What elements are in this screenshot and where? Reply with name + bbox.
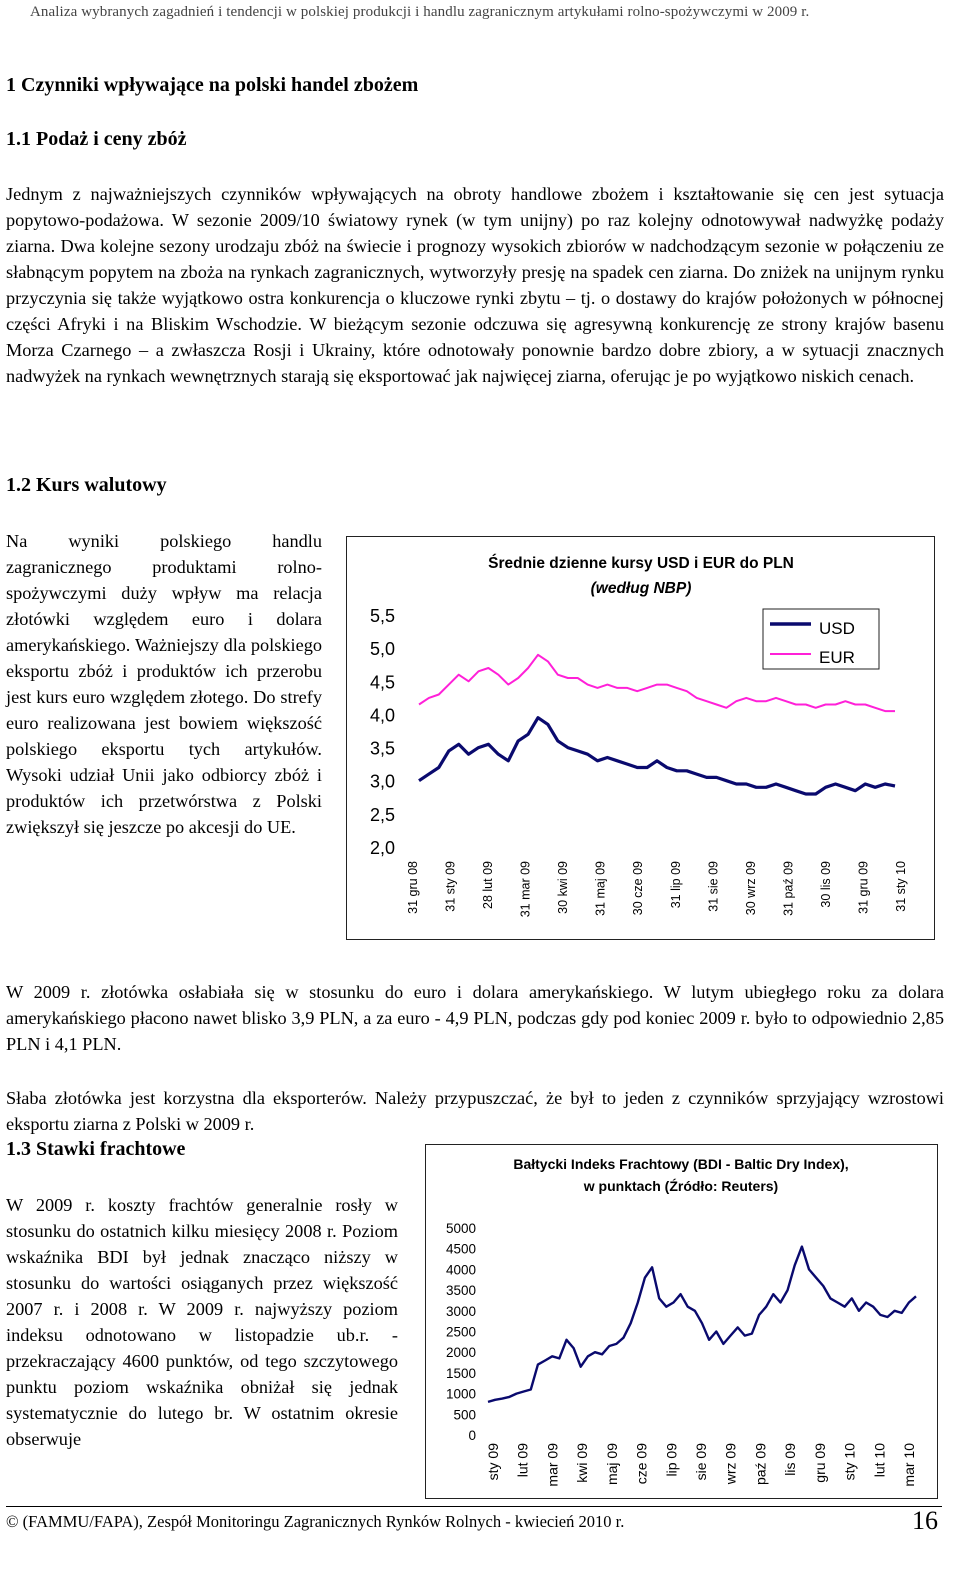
paragraph-weak-zloty: Słaba złotówka jest korzystna dla eksporterów. Należy przypuszczać, że był to jeden z czynników sprzyjający wzrostowi eksportu ziarna z Polski w 2009 r. <box>6 1088 944 1134</box>
chart1-x-tick: 30 kwi 09 <box>556 861 571 914</box>
footer-rule <box>6 1506 942 1507</box>
paragraph-zloty-weakening: W 2009 r. złotówka osłabiała się w stosunku do euro i dolara amerykańskiego. W lutym ubiegłego roku za dolara amerykańskiego płacono nawet blisko 3,9 PLN, a za euro - 4,9 PLN, podczas gdy pod koniec 2009 r. było to odpowiednio 2,85 PLN i 4,1 PLN. <box>6 982 944 1054</box>
chart2-x-tick: lip 09 <box>663 1443 680 1477</box>
section-heading-1: 1 Czynniki wpływające na polski handel zbożem <box>6 74 419 96</box>
chart2-y-tick: 3500 <box>445 1283 476 1299</box>
chart2-y-tick: 500 <box>453 1407 476 1423</box>
chart1-y-tick: 5,5 <box>369 606 395 626</box>
chart1-x-tick: 31 gru 08 <box>406 861 420 914</box>
paragraph-freight: W 2009 r. koszty frachtów generalnie rosły w stosunku do ostatnich kilku miesięcy 2008 r. Poziom wskaźnika BDI był jednak znacząco niższy w stosunku do wartości osiąganych przez większość 2007 r. i 2008 r. W 2009 r. najwyższy poziom indeksu odnotowano w listopadzie ub.r. - przekraczający 4600 punktów, od tego szczytowego punktu poziom wskaźnika obniżał się jednak systematycznie do lutego br. W ostatnim okresie obserwuje <box>6 1195 398 1449</box>
chart1-subtitle: (według NBP) <box>590 580 692 597</box>
chart2-x-tick: wrz 09 <box>722 1443 739 1485</box>
chart2-series-bdi <box>488 1247 916 1402</box>
running-header: Analiza wybranych zagadnień i tendencji w polskiej produkcji i handlu zagranicznym artykułami rolno-spożywczymi w 2009 r. <box>30 4 810 20</box>
chart1-y-tick: 3,0 <box>369 771 395 792</box>
chart1-x-tick: 30 cze 09 <box>631 861 646 916</box>
chart2-title: Bałtycki Indeks Frachtowy (BDI - Baltic Dry Index), <box>513 1156 849 1172</box>
legend-eur-label: EUR <box>819 648 855 667</box>
bdi-chart <box>425 1144 938 1499</box>
footer-text: © (FAMMU/FAPA), Zespół Monitoringu Zagranicznych Rynków Rolnych - kwiecień 2010 r. <box>6 1512 625 1531</box>
chart1-x-tick: 31 maj 09 <box>593 861 608 916</box>
chart2-x-tick: sie 09 <box>693 1443 709 1481</box>
chart2-x-tick: lut 09 <box>514 1443 531 1478</box>
chart2-subtitle: w punktach (Źródło: Reuters) <box>583 1178 779 1194</box>
chart1-title: Średnie dzienne kursy USD i EUR do PLN <box>488 555 794 572</box>
legend-usd-label: USD <box>819 619 855 638</box>
chart1-x-tick: 31 sie 09 <box>706 861 721 912</box>
paragraph-supply-prices: Jednym z najważniejszych czynników wpływających na obroty handlowe zbożem i kształtowanie się cen jest sytuacja popytowo-podażowa. W sezonie 2009/10 światowy rynek (w tym unijny) po raz kolejny odnotowywał nadwyżkę podaży ziarna. Dwa kolejne sezony urodzaju zbóż na świecie i prognozy wysokich zbiorów w nadchodzącym sezonie w połączeniu ze słabnącym popytem na zboża na rynkach zagranicznych, wytworzyły presję na spadek cen ziarna. Do zniżek na unijnym rynku przyczynia się także wyjątkowo ostra konkurencja o kluczowe rynki zbytu – tj. o dostawy do krajów położonych w północnej części Afryki i na Bliskim Wschodzie. W bieżącym sezonie odczuwa się agresywną konkurencję ze strony krajów basenu Morza Czarnego – a zwłaszcza Rosji i Ukrainy, które odnotowały ponownie bardzo dobre zbiory, a w sytuacji znacznych nadwyżek na rynkach wewnętrznych starają się eksportować jak najwięcej ziarna, oferując je po wyjątkowo niskich cenach. <box>6 184 944 386</box>
chart2-y-tick: 4500 <box>445 1241 476 1257</box>
chart2-x-tick: mar 10 <box>901 1443 917 1487</box>
chart2-y-tick: 5000 <box>445 1221 476 1236</box>
chart1-y-tick: 4,0 <box>369 705 395 726</box>
chart2-x-tick: mar 09 <box>544 1443 561 1487</box>
chart1-x-tick: 28 lut 09 <box>481 861 496 909</box>
chart2-x-tick: kwi 09 <box>574 1443 591 1483</box>
chart1-y-tick: 2,0 <box>369 838 395 858</box>
chart1-y-tick: 5,0 <box>369 639 395 660</box>
chart2-y-tick: 4000 <box>445 1262 476 1278</box>
chart1-x-tick: 31 paź 09 <box>781 861 796 916</box>
chart2-x-tick: sty 09 <box>485 1443 501 1481</box>
chart2-y-tick: 0 <box>468 1428 476 1443</box>
bdi-chart-svg <box>426 1145 937 1498</box>
exchange-rate-chart <box>346 536 935 940</box>
chart2-y-tick: 1500 <box>445 1365 476 1381</box>
chart2-y-tick: 2000 <box>445 1345 476 1361</box>
chart1-series-usd <box>419 718 895 794</box>
chart1-y-tick: 3,5 <box>369 738 395 759</box>
chart2-x-tick: lis 09 <box>782 1443 799 1476</box>
chart2-x-tick: lut 10 <box>871 1443 888 1478</box>
paragraph-exchange-rate: Na wyniki polskiego handlu zagranicznego produktami rolno-spożywczymi duży wpływ ma relacja złotówki względem euro i dolara amerykańskiego. Ważniejszy dla polskiego eksportu zbóż i produktów ich przerobu jest kurs euro względem złotego. Do strefy euro realizowana jest bowiem większość polskiego eksportu tych artykułów. Wysoki udział Unii jako odbiorcy zbóż i produktów ich przetwórstwa z Polski zwiększył się jeszcze po akcesji do UE. <box>6 531 322 837</box>
chart2-x-tick: cze 09 <box>633 1443 650 1485</box>
section-heading-1-1: 1.1 Podaż i ceny zbóż <box>6 128 187 150</box>
section-heading-1-2: 1.2 Kurs walutowy <box>6 474 167 496</box>
chart1-y-tick: 2,5 <box>369 804 395 825</box>
chart2-x-tick: gru 09 <box>811 1443 828 1483</box>
chart2-y-tick: 3000 <box>445 1303 476 1319</box>
chart1-x-tick: 31 mar 09 <box>518 861 533 918</box>
page-number: 16 <box>912 1506 938 1535</box>
chart1-x-tick: 31 sty 10 <box>894 861 908 912</box>
chart1-x-tick: 31 sty 09 <box>443 861 458 912</box>
chart2-x-tick: maj 09 <box>603 1443 620 1486</box>
chart1-x-tick: 30 wrz 09 <box>743 861 758 916</box>
section-heading-1-3: 1.3 Stawki frachtowe <box>6 1138 186 1160</box>
exchange-rate-chart-svg <box>347 537 934 939</box>
chart1-legend <box>763 609 879 669</box>
chart1-x-tick: 31 gru 09 <box>856 861 871 914</box>
chart2-y-tick: 1000 <box>445 1386 476 1402</box>
chart1-y-tick: 4,5 <box>369 672 395 693</box>
chart2-x-tick: sty 10 <box>841 1443 858 1481</box>
chart2-y-tick: 2500 <box>445 1324 476 1340</box>
chart1-x-tick: 30 lis 09 <box>818 861 833 908</box>
chart2-x-tick: paź 09 <box>752 1443 769 1486</box>
chart1-x-tick: 31 lip 09 <box>668 861 683 909</box>
